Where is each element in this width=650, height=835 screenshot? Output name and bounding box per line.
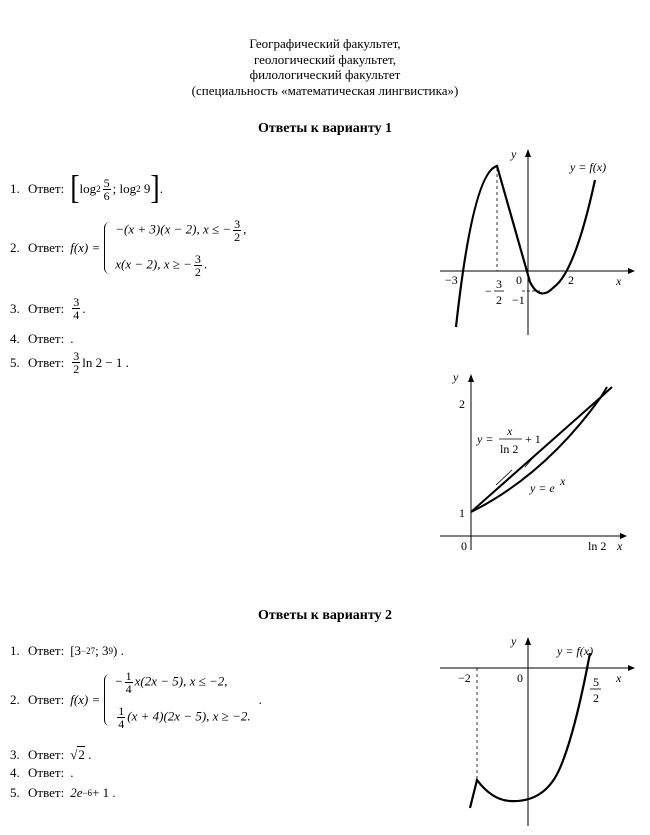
variant2-title: Ответы к варианту 2 (257, 608, 393, 623)
v1-answer-1: 1. Ответ: [ log 2 $\frac{5}{6}$ ; log 2 9 ] . (10, 169, 163, 207)
tick-label: −2 (458, 671, 471, 685)
y-axis-label: y (453, 370, 459, 384)
tick-label: 2 (593, 691, 599, 705)
header-line: геологический факультет, (254, 51, 396, 67)
v2-answer-1: 1. Ответ: [3 −27 ; 3 9 ) . (10, 643, 124, 658)
tick-label: 1 (459, 506, 465, 520)
tick-label: −3 (445, 273, 458, 287)
left-brace (104, 674, 111, 726)
tick-label: 0 (461, 539, 467, 553)
v1-answer-4: 4. Ответ: . (10, 331, 74, 346)
y-axis-label: y (511, 147, 517, 161)
v2-answer-4: 4. Ответ: . (10, 765, 74, 780)
function-curve (470, 653, 590, 808)
x-axis-arrow (628, 665, 635, 671)
tick-label: −1 (512, 293, 525, 307)
tick-label: 2 (496, 293, 502, 307)
y-axis-arrow (525, 149, 531, 157)
tick-label: 0 (517, 671, 523, 685)
tick-label: 2 (459, 397, 465, 411)
v1-answer-5: 5. Ответ: $\frac{3}{2}$ ln 2 − 1 . (10, 349, 129, 376)
header-line: (специальность «математическая лингвистика») (191, 82, 459, 98)
y-axis-label: y (511, 634, 517, 648)
header-line: Географический факультет, (249, 36, 401, 51)
svg-text:+ 1: + 1 (525, 432, 541, 446)
graph1-function-plot (430, 140, 645, 340)
tick-label: − (485, 284, 492, 298)
v2-answer-2: 2. Ответ: f(x) = − $\frac{1}{4}$ x(2x − 5), x ≤ −2, $\frac{1}{4}$ (x + 4)(2x − 5), x ≥ −2. . (10, 669, 262, 731)
x-axis-label: x (616, 671, 622, 685)
x-axis-label: x (616, 274, 622, 288)
svg-text:ln 2: ln 2 (500, 442, 519, 456)
v2-answer-5: 5. Ответ: 2e −6 + 1 . (10, 785, 116, 800)
v2-answer-3: 3. Ответ: √ 2 . (10, 746, 92, 762)
function-label: y = f(x) (557, 644, 594, 658)
x-axis-arrow (628, 268, 635, 274)
svg-text:x: x (560, 474, 566, 488)
v1-answer-2: 2. Ответ: f(x) = −(x + 3)(x − 2), x ≤ − $\frac{3}{2}$ , x(x − 2), x ≥ − $\frac{3}{2}$ . (10, 217, 247, 279)
graph3-function-plot (430, 628, 645, 828)
left-brace (104, 222, 111, 274)
tick-label: 2 (568, 273, 574, 287)
variant1-title: Ответы к варианту 1 (257, 121, 393, 136)
y-axis-arrow (468, 374, 474, 382)
tick-label: ln 2 (588, 539, 607, 553)
function-curve (456, 166, 595, 327)
y-axis-arrow (525, 637, 531, 645)
tick-label: 0 (516, 273, 522, 287)
exp-label: y = e (530, 481, 555, 495)
header-line: филологический факультет (249, 67, 401, 82)
v1-answer-3: 3. Ответ: $\frac{3}{4}$ . (10, 295, 86, 322)
line-label: y = (477, 432, 494, 446)
document-header (0, 36, 650, 98)
x-axis-label: x (617, 539, 623, 553)
graph2-comparison-plot (430, 365, 645, 560)
tick-label: 5 (593, 675, 599, 689)
svg-text:x: x (507, 424, 513, 438)
function-label: y = f(x) (570, 160, 607, 174)
tick-label: 3 (496, 277, 502, 291)
